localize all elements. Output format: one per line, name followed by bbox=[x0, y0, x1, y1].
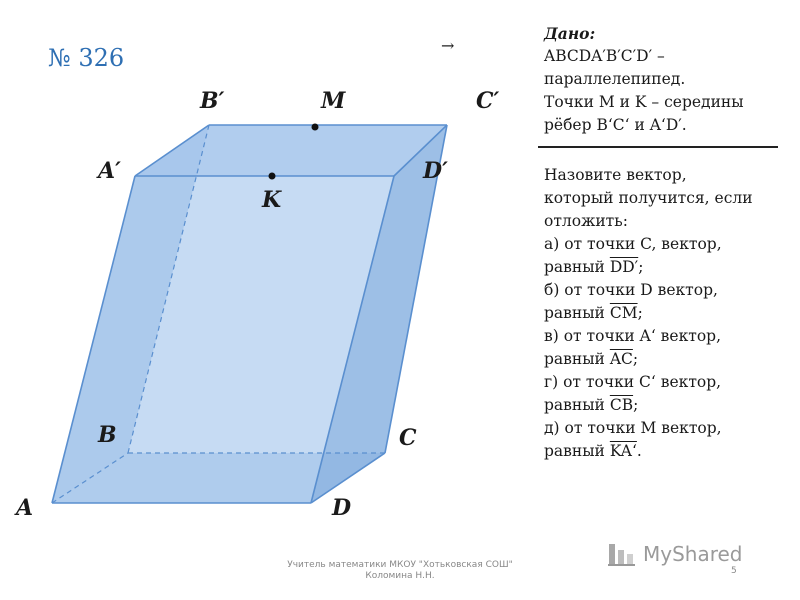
vertex-label-D: D bbox=[332, 495, 352, 521]
task-item-e-line1: д) от точки M вектор, bbox=[544, 419, 722, 437]
task-block bbox=[544, 164, 789, 463]
vertex-label-B1: B′ bbox=[200, 88, 225, 114]
task-item-text: равный bbox=[544, 396, 610, 414]
myshared-logo bbox=[607, 538, 767, 570]
vector-name: $\overline{AC}$ bbox=[609, 350, 633, 368]
vertex-label-B: B bbox=[98, 422, 117, 448]
task-item-e-line2 bbox=[544, 440, 789, 463]
logo-chart-icon bbox=[607, 540, 637, 568]
footer-author bbox=[280, 560, 520, 582]
page-number: 5 bbox=[731, 566, 737, 576]
divider-line bbox=[538, 146, 778, 148]
given-line: рёбер B‘C‘ и A‘D′. bbox=[544, 116, 687, 134]
vertex-label-A: A bbox=[16, 495, 34, 521]
footer-line: Коломина Н.Н. bbox=[365, 571, 435, 581]
vector-name: $\overline{CB}$ bbox=[609, 396, 634, 414]
task-item-text: равный bbox=[544, 442, 610, 460]
top-face bbox=[135, 125, 447, 176]
task-item-punct: ; bbox=[638, 258, 644, 276]
given-line: Точки M и K – середины bbox=[544, 93, 744, 111]
task-item-d-line2 bbox=[544, 394, 789, 417]
task-item-c-line1: в) от точки A‘ вектор, bbox=[544, 327, 722, 345]
task-item-a-line2 bbox=[544, 256, 789, 279]
vector-name: KA‘ bbox=[609, 442, 637, 460]
task-item-c-line2 bbox=[544, 348, 789, 371]
task-item-d-line1: г) от точки C‘ вектор, bbox=[544, 373, 722, 391]
task-item-text: равный bbox=[544, 304, 610, 322]
given-block bbox=[544, 22, 789, 137]
vertex-label-A1: A′ bbox=[98, 158, 121, 184]
task-intro-line: Назовите вектор, bbox=[544, 166, 687, 184]
point-K bbox=[269, 173, 276, 180]
task-item-b-line2 bbox=[544, 302, 789, 325]
vertex-label-K: K bbox=[262, 187, 282, 213]
task-item-punct: ; bbox=[637, 304, 643, 322]
task-item-punct: ; bbox=[633, 396, 639, 414]
task-item-text: равный bbox=[544, 350, 610, 368]
task-intro-line: отложить: bbox=[544, 212, 628, 230]
task-intro-line: который получится, если bbox=[544, 189, 753, 207]
logo-text: MyShared bbox=[643, 542, 743, 566]
footer-line: Учитель математики МКОУ "Хотьковская СОШ" bbox=[287, 560, 513, 570]
task-item-punct: . bbox=[636, 442, 642, 460]
vector-name: DD′ bbox=[609, 258, 639, 276]
given-heading: Дано: bbox=[544, 24, 596, 43]
vector-name: $\overline{CM}$ bbox=[609, 304, 638, 322]
vertex-label-D1: D′ bbox=[423, 158, 448, 184]
given-line: ABCDA′B′C′D′ – bbox=[544, 47, 665, 65]
task-item-text: равный bbox=[544, 258, 610, 276]
point-M bbox=[312, 124, 319, 131]
vertex-label-C1: C′ bbox=[476, 88, 500, 114]
given-line: параллелепипед. bbox=[544, 70, 686, 88]
task-item-a-line1: а) от точки C, вектор, bbox=[544, 235, 722, 253]
vertex-label-C: C bbox=[399, 425, 417, 451]
task-number: № 326 bbox=[48, 44, 125, 72]
task-item-punct: ; bbox=[632, 350, 639, 368]
vertex-label-M: M bbox=[321, 88, 346, 114]
task-item-b-line1: б) от точки D вектор, bbox=[544, 281, 718, 299]
vector-arrow-symbol: → bbox=[441, 36, 455, 55]
